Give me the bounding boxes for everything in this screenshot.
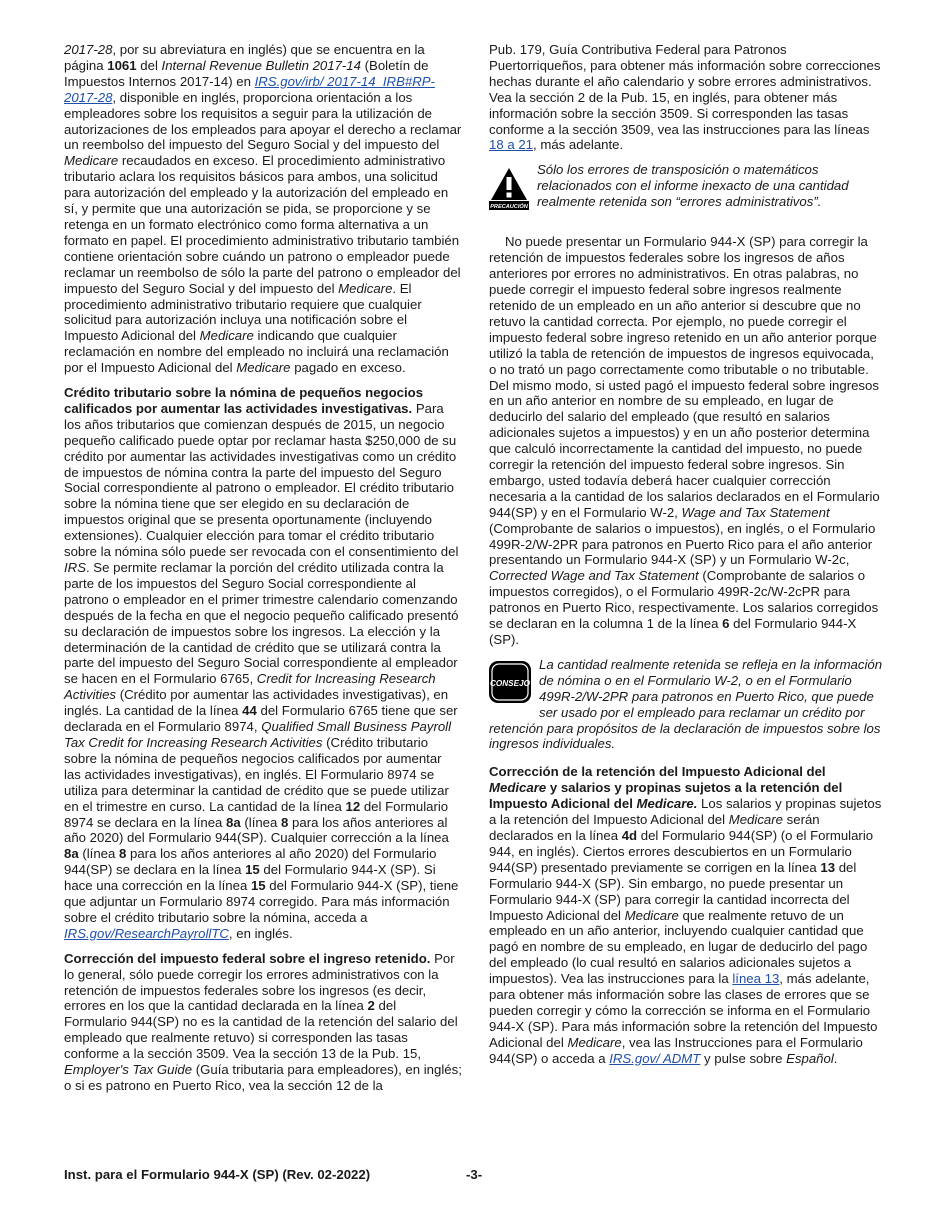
svg-text:CONSEJO: CONSEJO bbox=[489, 678, 531, 688]
section-heading-research-credit: Crédito tributario sobre la nómina de pequeños negocios calificados por aumentar las actividades investigativas. bbox=[64, 385, 424, 416]
svg-text:PRECAUCIÓN: PRECAUCIÓN bbox=[490, 204, 528, 211]
paragraph-irb-authorization: 2017-28, por su abreviatura en inglés) que se encuentra en la página 1061 del Internal Revenue Bulletin 2017-14 (Boletín de Impuestos Internos 2017-14) en IRS.gov/irb/ 2017-14_IRB#RP-2017-28, disponible en inglés, proporciona orientación a los empleadores sobre los requisitos a seguir para la utilización de autorizaciones de los empleados para apoyar el derecho a reclamar un reembolso del impuesto del Seguro Social y del impuesto del Medicare recaudados en exceso. El procedimiento administrativo tributario aclara los requisitos básicos para ambos, una solicitud para autorización del empleado y la autorización del empleado en sí, y permite que una autorización se pida, se proporcione y se retenga en un formato electrónico como forma alternativa a un formato en papel. El procedimiento administrativo tributario también contiene orientación sobre cuándo un patrono o empleador puede reclamar un reembolso de sólo la parte del patrono o empleador del impuesto del Seguro Social y del impuesto del Medicare. El procedimiento administrativo tributario requiere que cualquier solicitud para autorización incluya una notificación sobre el Impuesto Adicional del Medicare indicando que cualquier reclamación en nombre del empleado no incluirá una reclamación por el Impuesto Adicional del Medicare pagado en exceso. bbox=[64, 42, 462, 376]
caution-callout bbox=[489, 162, 883, 222]
page-number: -3- bbox=[466, 1167, 483, 1182]
footer-form-title: Inst. para el Formulario 944-X (SP) (Rev. 02-2022) bbox=[64, 1167, 371, 1182]
tip-icon bbox=[489, 661, 531, 703]
tip-text: La cantidad realmente retenida se refleja en la información de nómina o en el Formulario W-2, o en el Formulario 499R-2/W-2PR para patronos en Puerto Rico, que puede ser usado por el empleado para reclamar un crédito por retención para propósitos de la declaración de impuestos sobre los ingresos individuales. bbox=[489, 656, 883, 752]
right-column bbox=[489, 42, 883, 1076]
line-13-link[interactable]: línea 13 bbox=[732, 971, 780, 987]
paragraph-pub-179: Pub. 179, Guía Contributiva Federal para Patronos Puertorriqueños, para obtener más información sobre correcciones hechas durante el año calendario y sobre errores administrativos. Vea la sección 2 de la Pub. 15, en inglés, para obtener más información sobre la sección 3509. Si corresponden las tasas conforme a la sección 3509, vea las instrucciones para las líneas 18 a 21, más adelante. bbox=[489, 42, 881, 153]
paragraph-income-tax-withheld: Corrección del impuesto federal sobre el ingreso retenido. Por lo general, sólo puede corregir los errores administrativos con la retención de impuestos federales sobre los ingresos (es decir, errores en los que la cantidad declarada en la línea 2 del Formulario 944(SP) no es la cantidad de la retención del salario del empleado que realmente retuvo) si corresponden las tasas conforme a la sección 3509. Vea la sección 13 de la Pub. 15, Employer's Tax Guide (Guía tributaria para empleadores), en inglés; o si es patrono en Puerto Rico, vea la sección 12 de la bbox=[64, 950, 462, 1093]
tip-callout bbox=[489, 657, 883, 752]
lines-18-21-link[interactable]: 18 a 21 bbox=[489, 137, 533, 153]
caution-icon bbox=[489, 166, 529, 210]
irb-link[interactable]: IRS.gov/irb/ 2017-14_IRB#RP-2017-28 bbox=[64, 73, 435, 105]
left-column bbox=[64, 42, 462, 1103]
section-heading-income-tax-withheld: Corrección del impuesto federal sobre el ingreso retenido. bbox=[64, 950, 431, 966]
paragraph-non-administrative-errors: No puede presentar un Formulario 944-X (SP) para corregir la retención de impuestos federales sobre los ingresos de años anteriores por errores no administrativos. En otras palabras, no puede corregir el impuesto federal sobre ingresos realmente retenido de un empleado en un año anterior si descubre que no retuvo la cantidad correcta. Por ejemplo, no puede corregir el impuesto federal sobre ingreso retenido en un año anterior porque utilizó la tabla de retención de impuestos de ingresos equivocada, o no trató un pago correctamente como tributable o no tributable. Del mismo modo, si usted pagó el impuesto federal sobre ingresos en un año anterior en nombre de su empleado, en lugar de deducirlo del salario del empleado (que resultó en salarios adicionales sujetos a impuestos) y en un año posterior determina que calculó incorrectamente la cantidad del impuesto, no puede corregir la retención del impuesto federal sobre ingresos. Sin embargo, usted todavía deberá hacer cualquier corrección necesaria a la cantidad de los salarios declarados en el Formulario 944(SP) y en el Formulario W-2, Wage and Tax Statement (Comprobante de salarios o impuestos), en inglés, o el Formulario 499R-2/W-2PR para patronos en Puerto Rico para el año anterior presentando un Formulario 944-X (SP) y un Formulario W-2c, Corrected Wage and Tax Statement (Comprobante de salarios o impuestos corregidos), o el Formulario 499R-2c/W-2cPR para patronos en Puerto Rico, respectivamente. Los salarios corregidos se declaran en la columna 1 de la línea 6 del Formulario 944-X (SP). bbox=[489, 234, 880, 647]
research-payroll-tc-link[interactable]: IRS.gov/ResearchPayrollTC bbox=[64, 925, 229, 941]
paragraph-research-credit: Crédito tributario sobre la nómina de pequeños negocios calificados por aumentar las actividades investigativas. Para los años tributarios que comienzan después de 2015, un negocio pequeño calificado puede optar por reclamar hasta $250,000 de su crédito por aumentar las actividades investigativas como un crédito de impuestos de nómina contra la parte del impuesto del Seguro Social correspondiente al patrono o empleador. El crédito tributario sobre la nómina tiene que ser elegido en su declaración de impuestos original que se presenta oportunamente (incluyendo extensiones). Cualquier elección para tomar el crédito tributario sobre la nómina sólo puede ser revocada con el consentimiento del IRS. Se permite reclamar la porción del crédito utilizada contra la parte de los impuestos del Seguro Social correspondiente al patrono o empleador en el primer trimestre calendario comenzando después de la fecha en que el negocio pequeño calificado presentó su declaración de impuestos sobre los ingresos. La elección y la determinación de la cantidad de crédito que se utilizará contra la parte del impuesto del Seguro Social correspondiente al empleador se hacen en el Formulario 6765, Credit for Increasing Research Activities (Crédito por aumentar las actividades investigativas), en inglés. La cantidad de la línea 44 del Formulario 6765 tiene que ser declarada en el Formulario 8974, Qualified Small Business Payroll Tax Credit for Increasing Research Activities (Crédito tributario sobre la nómina de pequeños negocios calificados por aumentar las actividades investigativas), en inglés. El Formulario 8974 se utiliza para determinar la cantidad de crédito que se puede utilizar en el trimestre en curso. La cantidad de la línea 12 del Formulario 8974 se declara en la línea 8a (línea 8 para los años anteriores al año 2020) del Formulario 944(SP). Cualquier corrección a la línea 8a (línea 8 para los años anteriores al año 2020) del Formulario 944(SP) se declara en la línea 15 del Formulario 944-X (SP). Si hace una corrección en la línea 15 del Formulario 944-X (SP), tiene que adjuntar un Formulario 8974 corregido. Para más información sobre el crédito tributario sobre la nómina, acceda a IRS.gov/ResearchPayrollTC, en inglés. bbox=[64, 385, 459, 941]
caution-text: Sólo los errores de transposición o matemáticos relacionados con el informe inexacto de una cantidad realmente retenida son “errores administrativos”. bbox=[537, 162, 849, 210]
admt-link[interactable]: IRS.gov/ ADMT bbox=[609, 1050, 701, 1066]
paragraph-additional-medicare: Corrección de la retención del Impuesto Adicional del Medicare y salarios y propinas sujetos a la retención del Impuesto Adicional del Medicare. Los salarios y propinas sujetos a la retención del Impuesto Adicional del Medicare serán declarados en la línea 4d del Formulario 944(SP) (o el Formulario 944, en inglés). Ciertos errores descubiertos en un Formulario 944(SP) presentado previamente se corrigen en la línea 13 del Formulario 944-X (SP). Sin embargo, no puede presentar un Formulario 944-X (SP) para corregir la cantidad incorrecta del Impuesto Adicional del Medicare que realmente retuvo de un empleado en un año anterior, incluyendo cualquier cantidad que pagó en nombre de su empleado, en lugar de deducirlo del pago del empleado (lo cual resultó en salarios adicionales sujetos a impuestos). Vea las instrucciones para la línea 13, más adelante, para obtener más información sobre las clases de errores que se pueden corregir y cómo la corrección se informa en el Formulario 944-X (SP). Para más información sobre la retención del Impuesto Adicional del Medicare, vea las Instrucciones para el Formulario 944(SP) o acceda a IRS.gov/ ADMT y pulse sobre Español. bbox=[489, 764, 882, 1066]
section-heading-additional-medicare: Corrección de la retención del Impuesto Adicional del Medicare y salarios y propinas sujetos a la retención del Impuesto Adicional del Medicare. bbox=[489, 764, 843, 812]
